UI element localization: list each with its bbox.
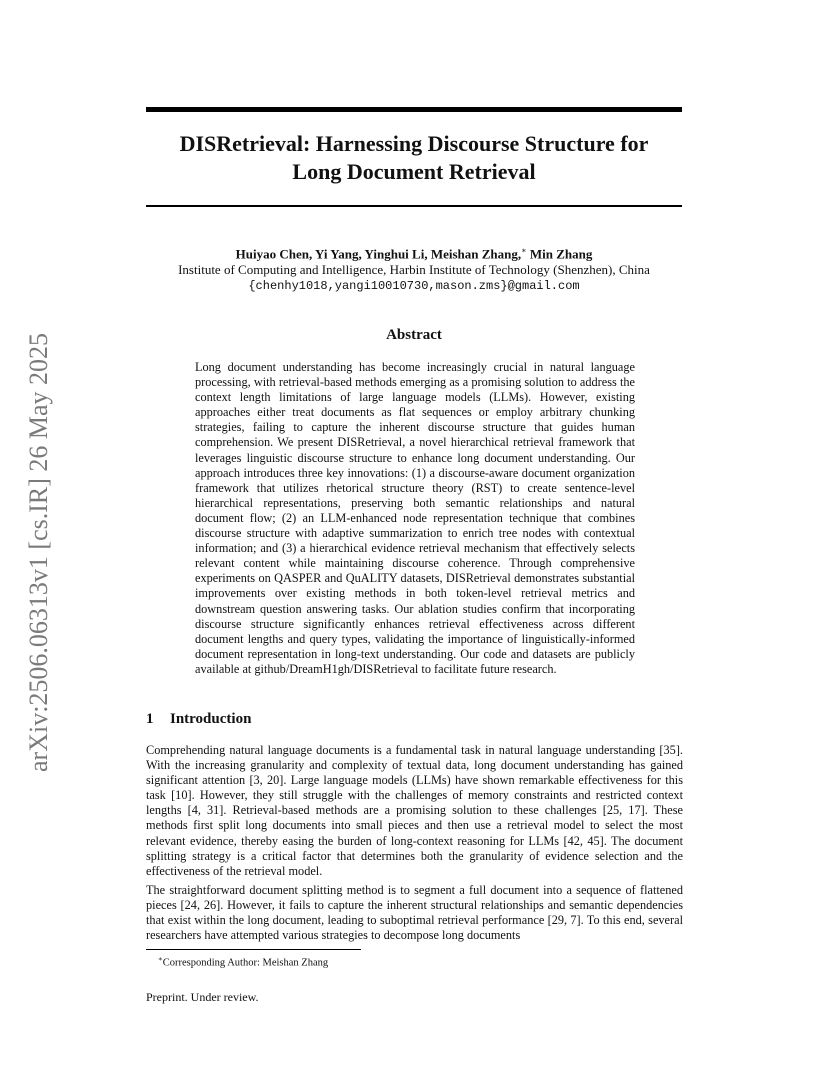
section-title: Introduction xyxy=(170,711,252,727)
title-line-1: DISRetrieval: Harnessing Discourse Structure for xyxy=(179,131,649,156)
title-line-2: Long Document Retrieval xyxy=(292,159,536,184)
footnote-text: Corresponding Author: Meishan Zhang xyxy=(162,957,329,969)
footnote-mark: ∗ xyxy=(158,955,163,963)
author-names xyxy=(146,243,682,262)
author-list: Huiyao Chen, Yi Yang, Yinghui Li, Meishan Zhang, xyxy=(235,246,522,262)
corresponding-author-mark: ∗ xyxy=(521,246,527,255)
section-number: 1 xyxy=(146,711,154,727)
title-bottom-rule xyxy=(146,205,682,207)
footnote xyxy=(158,953,678,970)
author-emails: {chenhy1018,yangi10010730,mason.zms}@gmail.com xyxy=(248,279,580,294)
paper-title xyxy=(146,130,682,186)
intro-paragraph-1: Comprehending natural language documents is a fundamental task in natural language understanding [35]. With the increasing granularity and complexity of textual data, long document understanding has gained significant attention [3, 20]. Large language models (LLMs) have shown remarkable effectiveness for this task [10]. However, they still struggle with the challenges of memory constraints and restricted context lengths [4, 31]. Retrieval-based methods are a promising solution to these challenges [25, 17]. These methods first split long documents into small pieces and then use a retrieval model to select the most relevant evidence, thereby easing the burden of long-context reasoning for LLMs [42, 45]. The document splitting strategy is a critical factor that determines both the granularity of evidence selection and the effectiveness of the retrieval model. xyxy=(146,743,683,878)
footnote-rule xyxy=(146,949,361,950)
arxiv-identifier: arXiv:2506.06313v1 [cs.IR] 26 May 2025 xyxy=(24,332,53,772)
last-author: Min Zhang xyxy=(526,246,593,262)
section-heading-introduction xyxy=(146,710,682,728)
preprint-note: Preprint. Under review. xyxy=(146,990,259,1004)
author-block xyxy=(146,243,682,294)
affiliation: Institute of Computing and Intelligence, Harbin Institute of Technology (Shenzhen), China xyxy=(178,262,650,278)
title-top-rule xyxy=(146,107,682,112)
abstract-heading: Abstract xyxy=(386,327,442,343)
abstract-text: Long document understanding has become increasingly crucial in natural language processing, with retrieval-based methods emerging as a promising solution to address the context length limitations of large language models (LLMs). However, existing approaches either treat documents as flat sequences or employ arbitrary chunking strategies, failing to capture the inherent discourse structure that guides human comprehension. We present DISRetrieval, a novel hierarchical retrieval framework that leverages linguistic discourse structure to enhance long document understanding. Our approach introduces three key innovations: (1) a discourse-aware document organization framework that utilizes rhetorical structure theory (RST) to create sentence-level hierarchical representations, preserving both semantic relationships and natural document flow; (2) an LLM-enhanced node representation technique that combines discourse structure with adaptive summarization to enrich tree nodes with contextual information; and (3) a hierarchical evidence retrieval mechanism that effectively selects relevant content while maintaining discourse coherence. Through comprehensive experiments on QASPER and QuALITY datasets, DISRetrieval demonstrates substantial improvements over existing methods in both token-level retrieval metrics and downstream question answering tasks. Our ablation studies confirm that incorporating discourse structure significantly enhances retrieval effectiveness across different document lengths and query types, validating the importance of linguistically-informed document representation in long-text understanding. Our code and datasets are publicly available at github/DreamH1gh/DISRetrieval to facilitate future research. xyxy=(195,360,635,676)
intro-paragraph-2: The straightforward document splitting method is to segment a full document into a sequence of flattened pieces [24, 26]. However, it fails to capture the inherent structural relationships and semantic dependencies that exist within the long document, leading to suboptimal retrieval performance [29, 7]. To this end, several researchers have attempted various strategies to decompose long documents xyxy=(146,883,683,943)
